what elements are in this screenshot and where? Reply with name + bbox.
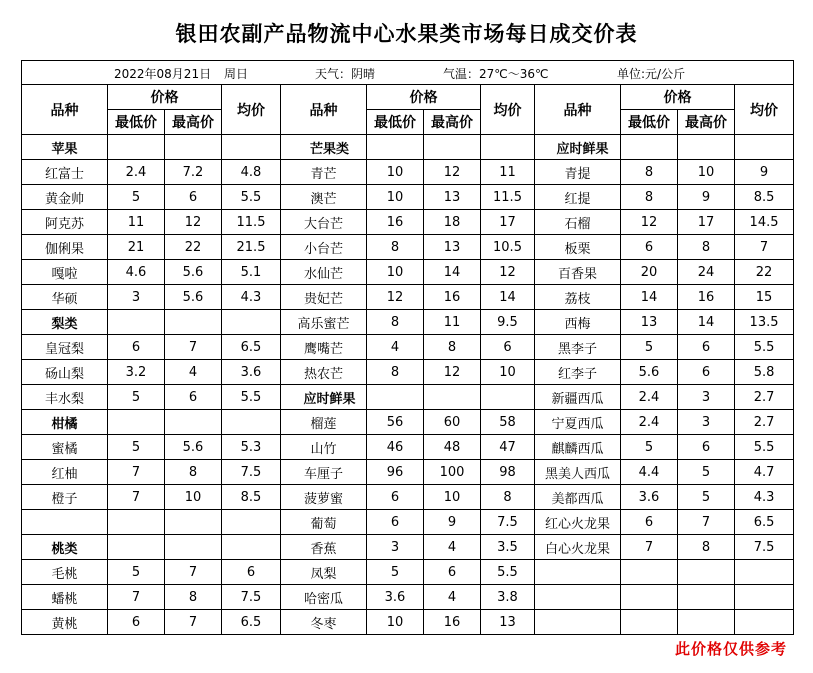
empty-cell <box>678 585 735 610</box>
avg-price: 5.5 <box>481 560 535 585</box>
max-price: 13 <box>424 185 481 210</box>
empty-cell <box>165 510 222 535</box>
max-price: 5.6 <box>165 285 222 310</box>
max-price: 8 <box>678 535 735 560</box>
header-row-2 <box>22 110 794 135</box>
empty-cell <box>481 135 535 160</box>
max-price: 12 <box>424 360 481 385</box>
min-price: 16 <box>367 210 424 235</box>
avg-price: 5.1 <box>222 260 281 285</box>
min-price: 8 <box>367 360 424 385</box>
avg-price: 6 <box>481 335 535 360</box>
min-price: 56 <box>367 410 424 435</box>
min-price: 5 <box>108 435 165 460</box>
empty-cell <box>678 135 735 160</box>
max-price: 12 <box>165 210 222 235</box>
min-price: 7 <box>108 460 165 485</box>
unit-text: 单位:元/公斤 <box>617 67 686 81</box>
variety-name: 白心火龙果 <box>535 535 621 560</box>
variety-name: 高乐蜜芒 <box>281 310 367 335</box>
empty-cell <box>367 135 424 160</box>
min-price: 10 <box>367 160 424 185</box>
min-header: 最低价 <box>621 110 678 135</box>
weekday-text: 周日 <box>224 67 249 81</box>
avg-price: 17 <box>481 210 535 235</box>
avg-price: 4.7 <box>735 460 794 485</box>
variety-name: 哈密瓜 <box>281 585 367 610</box>
min-price: 3.6 <box>621 485 678 510</box>
weather-text: 天气：阴晴 <box>315 67 376 81</box>
avg-price: 5.5 <box>735 435 794 460</box>
empty-cell <box>735 560 794 585</box>
min-price: 5 <box>621 435 678 460</box>
min-price: 12 <box>367 285 424 310</box>
max-price: 16 <box>678 285 735 310</box>
empty-cell <box>108 510 165 535</box>
max-price: 8 <box>165 460 222 485</box>
empty-cell <box>165 310 222 335</box>
variety-name: 红心火龙果 <box>535 510 621 535</box>
variety-name: 荔枝 <box>535 285 621 310</box>
avg-price: 11.5 <box>222 210 281 235</box>
min-price: 2.4 <box>621 385 678 410</box>
disclaimer-note: 此价格仅供参考 <box>674 640 787 658</box>
variety-name: 水仙芒 <box>281 260 367 285</box>
max-price: 100 <box>424 460 481 485</box>
max-price: 6 <box>678 435 735 460</box>
max-price: 18 <box>424 210 481 235</box>
max-price: 7 <box>678 510 735 535</box>
min-price: 6 <box>621 235 678 260</box>
min-price: 5.6 <box>621 360 678 385</box>
variety-name: 贵妃芒 <box>281 285 367 310</box>
variety-name: 葡萄 <box>281 510 367 535</box>
variety-name: 菠萝蜜 <box>281 485 367 510</box>
category-label: 应时鲜果 <box>281 385 367 410</box>
avg-price: 11.5 <box>481 185 535 210</box>
avg-price: 13 <box>481 610 535 635</box>
table-row <box>22 235 794 260</box>
max-price: 9 <box>678 185 735 210</box>
table-row <box>22 285 794 310</box>
max-header: 最高价 <box>424 110 481 135</box>
variety-name: 新疆西瓜 <box>535 385 621 410</box>
table-row <box>22 310 794 335</box>
min-header: 最低价 <box>367 110 424 135</box>
avg-price: 9.5 <box>481 310 535 335</box>
min-price: 2.4 <box>108 160 165 185</box>
avg-price: 8 <box>481 485 535 510</box>
avg-price: 7.5 <box>222 585 281 610</box>
avg-price: 15 <box>735 285 794 310</box>
empty-cell <box>535 610 621 635</box>
empty-cell <box>535 560 621 585</box>
category-label: 应时鲜果 <box>535 135 621 160</box>
max-price: 48 <box>424 435 481 460</box>
table-row <box>22 385 794 410</box>
variety-name: 嘎啦 <box>22 260 108 285</box>
variety-name: 西梅 <box>535 310 621 335</box>
min-price: 6 <box>367 485 424 510</box>
max-price: 7 <box>165 335 222 360</box>
variety-name: 黑美人西瓜 <box>535 460 621 485</box>
empty-cell <box>222 135 281 160</box>
max-price: 22 <box>165 235 222 260</box>
empty-cell <box>165 135 222 160</box>
min-price: 96 <box>367 460 424 485</box>
avg-price: 5.5 <box>735 335 794 360</box>
variety-name: 宁夏西瓜 <box>535 410 621 435</box>
min-price: 7 <box>621 535 678 560</box>
empty-cell <box>108 310 165 335</box>
empty-cell <box>222 410 281 435</box>
avg-price: 14 <box>481 285 535 310</box>
max-price: 5.6 <box>165 260 222 285</box>
variety-name: 皇冠梨 <box>22 335 108 360</box>
max-price: 4 <box>424 585 481 610</box>
variety-name: 冬枣 <box>281 610 367 635</box>
category-label: 柑橘 <box>22 410 108 435</box>
max-price: 3 <box>678 410 735 435</box>
max-price: 7.2 <box>165 160 222 185</box>
variety-name: 红富士 <box>22 160 108 185</box>
max-price: 5 <box>678 485 735 510</box>
max-price: 6 <box>165 385 222 410</box>
category-label: 芒果类 <box>281 135 367 160</box>
max-price: 11 <box>424 310 481 335</box>
min-price: 8 <box>621 185 678 210</box>
empty-cell <box>165 535 222 560</box>
max-price: 9 <box>424 510 481 535</box>
max-price: 3 <box>678 385 735 410</box>
empty-cell <box>678 560 735 585</box>
max-price: 6 <box>678 335 735 360</box>
variety-name: 鹰嘴芒 <box>281 335 367 360</box>
variety-name: 毛桃 <box>22 560 108 585</box>
min-price: 7 <box>108 585 165 610</box>
empty-cell <box>108 410 165 435</box>
avg-price: 10.5 <box>481 235 535 260</box>
min-price: 8 <box>367 310 424 335</box>
variety-name: 板栗 <box>535 235 621 260</box>
avg-price: 5.5 <box>222 185 281 210</box>
table-row <box>22 335 794 360</box>
category-label: 苹果 <box>22 135 108 160</box>
avg-price: 4.8 <box>222 160 281 185</box>
table-row <box>22 185 794 210</box>
empty-cell <box>222 535 281 560</box>
date-text: 2022年08月21日 <box>114 67 212 81</box>
avg-price: 12 <box>481 260 535 285</box>
variety-name: 蜜橘 <box>22 435 108 460</box>
avg-price: 7.5 <box>735 535 794 560</box>
header-row-1 <box>22 85 794 110</box>
max-price: 7 <box>165 610 222 635</box>
max-price: 6 <box>165 185 222 210</box>
table-row <box>22 485 794 510</box>
max-header: 最高价 <box>678 110 735 135</box>
avg-price: 5.3 <box>222 435 281 460</box>
max-price: 8 <box>678 235 735 260</box>
min-price: 6 <box>621 510 678 535</box>
max-price: 17 <box>678 210 735 235</box>
variety-name: 红李子 <box>535 360 621 385</box>
price-table <box>21 60 794 635</box>
avg-header: 均价 <box>481 85 535 135</box>
min-price: 3 <box>108 285 165 310</box>
min-price: 5 <box>108 385 165 410</box>
avg-price: 4.3 <box>222 285 281 310</box>
avg-price: 98 <box>481 460 535 485</box>
variety-name: 美都西瓜 <box>535 485 621 510</box>
min-price: 5 <box>108 560 165 585</box>
avg-price: 8.5 <box>222 485 281 510</box>
min-price: 46 <box>367 435 424 460</box>
avg-header: 均价 <box>222 85 281 135</box>
max-price: 4 <box>424 535 481 560</box>
min-price: 6 <box>367 510 424 535</box>
price-header: 价格 <box>621 85 735 110</box>
variety-name: 百香果 <box>535 260 621 285</box>
empty-cell <box>424 135 481 160</box>
price-header: 价格 <box>367 85 481 110</box>
min-price: 6 <box>108 610 165 635</box>
table-row <box>22 435 794 460</box>
avg-price: 14.5 <box>735 210 794 235</box>
empty-cell <box>621 585 678 610</box>
max-price: 12 <box>424 160 481 185</box>
price-header: 价格 <box>108 85 222 110</box>
min-price: 12 <box>621 210 678 235</box>
table-row <box>22 210 794 235</box>
max-price: 10 <box>678 160 735 185</box>
avg-price: 4.3 <box>735 485 794 510</box>
empty-cell <box>735 610 794 635</box>
avg-price: 2.7 <box>735 385 794 410</box>
max-price: 8 <box>424 335 481 360</box>
min-price: 3.2 <box>108 360 165 385</box>
empty-cell <box>678 610 735 635</box>
variety-header: 品种 <box>281 85 367 135</box>
avg-price: 8.5 <box>735 185 794 210</box>
max-price: 5 <box>678 460 735 485</box>
variety-name: 红提 <box>535 185 621 210</box>
category-label: 桃类 <box>22 535 108 560</box>
min-price: 14 <box>621 285 678 310</box>
variety-name: 热农芒 <box>281 360 367 385</box>
empty-cell <box>22 510 108 535</box>
variety-name: 榴莲 <box>281 410 367 435</box>
avg-price: 10 <box>481 360 535 385</box>
max-price: 6 <box>424 560 481 585</box>
avg-price: 5.5 <box>222 385 281 410</box>
avg-price: 11 <box>481 160 535 185</box>
min-price: 6 <box>108 335 165 360</box>
empty-cell <box>108 535 165 560</box>
variety-name: 蟠桃 <box>22 585 108 610</box>
info-row <box>22 61 794 85</box>
variety-name: 小台芒 <box>281 235 367 260</box>
min-price: 13 <box>621 310 678 335</box>
min-price: 5 <box>108 185 165 210</box>
avg-price: 6.5 <box>222 610 281 635</box>
min-price: 8 <box>367 235 424 260</box>
min-header: 最低价 <box>108 110 165 135</box>
min-price: 3.6 <box>367 585 424 610</box>
max-price: 24 <box>678 260 735 285</box>
temperature-text: 气温：27℃～36℃ <box>443 67 549 81</box>
table-row <box>22 160 794 185</box>
min-price: 10 <box>367 260 424 285</box>
max-price: 4 <box>165 360 222 385</box>
table-row <box>22 260 794 285</box>
max-price: 16 <box>424 285 481 310</box>
max-price: 14 <box>424 260 481 285</box>
empty-cell <box>108 135 165 160</box>
avg-header: 均价 <box>735 85 794 135</box>
max-price: 8 <box>165 585 222 610</box>
avg-price: 13.5 <box>735 310 794 335</box>
empty-cell <box>621 560 678 585</box>
avg-price: 6 <box>222 560 281 585</box>
min-price: 10 <box>367 610 424 635</box>
avg-price: 3.6 <box>222 360 281 385</box>
max-price: 60 <box>424 410 481 435</box>
empty-cell <box>222 510 281 535</box>
variety-name: 砀山梨 <box>22 360 108 385</box>
avg-price: 6.5 <box>735 510 794 535</box>
avg-price: 9 <box>735 160 794 185</box>
avg-price: 21.5 <box>222 235 281 260</box>
max-price: 6 <box>678 360 735 385</box>
variety-name: 大台芒 <box>281 210 367 235</box>
min-price: 4.4 <box>621 460 678 485</box>
min-price: 5 <box>621 335 678 360</box>
max-price: 7 <box>165 560 222 585</box>
min-price: 2.4 <box>621 410 678 435</box>
variety-name: 车厘子 <box>281 460 367 485</box>
variety-name: 阿克苏 <box>22 210 108 235</box>
min-price: 10 <box>367 185 424 210</box>
category-label: 梨类 <box>22 310 108 335</box>
empty-cell <box>735 585 794 610</box>
empty-cell <box>621 135 678 160</box>
empty-cell <box>424 385 481 410</box>
variety-name: 麒麟西瓜 <box>535 435 621 460</box>
variety-name: 黄金帅 <box>22 185 108 210</box>
table-row <box>22 560 794 585</box>
variety-name: 黑李子 <box>535 335 621 360</box>
variety-name: 青芒 <box>281 160 367 185</box>
avg-price: 7 <box>735 235 794 260</box>
empty-cell <box>621 610 678 635</box>
variety-name: 青提 <box>535 160 621 185</box>
avg-price: 58 <box>481 410 535 435</box>
avg-price: 2.7 <box>735 410 794 435</box>
avg-price: 3.8 <box>481 585 535 610</box>
min-price: 3 <box>367 535 424 560</box>
empty-cell <box>367 385 424 410</box>
page-title: 银田农副产品物流中心水果类市场每日成交价表 <box>175 22 638 46</box>
min-price: 5 <box>367 560 424 585</box>
avg-price: 3.5 <box>481 535 535 560</box>
table-row <box>22 360 794 385</box>
avg-price: 7.5 <box>481 510 535 535</box>
variety-header: 品种 <box>535 85 621 135</box>
table-row <box>22 460 794 485</box>
max-price: 10 <box>165 485 222 510</box>
avg-price: 5.8 <box>735 360 794 385</box>
avg-price: 22 <box>735 260 794 285</box>
table-row <box>22 535 794 560</box>
max-header: 最高价 <box>165 110 222 135</box>
empty-cell <box>481 385 535 410</box>
variety-name: 澳芒 <box>281 185 367 210</box>
table-row <box>22 510 794 535</box>
variety-name: 凤梨 <box>281 560 367 585</box>
empty-cell <box>535 585 621 610</box>
empty-cell <box>165 410 222 435</box>
max-price: 16 <box>424 610 481 635</box>
variety-name: 黄桃 <box>22 610 108 635</box>
variety-name: 丰水梨 <box>22 385 108 410</box>
max-price: 13 <box>424 235 481 260</box>
table-row <box>22 610 794 635</box>
variety-name: 石榴 <box>535 210 621 235</box>
variety-name: 山竹 <box>281 435 367 460</box>
variety-name: 香蕉 <box>281 535 367 560</box>
variety-name: 橙子 <box>22 485 108 510</box>
min-price: 20 <box>621 260 678 285</box>
empty-cell <box>735 135 794 160</box>
avg-price: 47 <box>481 435 535 460</box>
max-price: 5.6 <box>165 435 222 460</box>
table-row <box>22 410 794 435</box>
variety-header: 品种 <box>22 85 108 135</box>
table-row <box>22 135 794 160</box>
max-price: 14 <box>678 310 735 335</box>
max-price: 10 <box>424 485 481 510</box>
min-price: 4 <box>367 335 424 360</box>
variety-name: 华硕 <box>22 285 108 310</box>
variety-name: 红柚 <box>22 460 108 485</box>
table-row <box>22 585 794 610</box>
min-price: 4.6 <box>108 260 165 285</box>
min-price: 11 <box>108 210 165 235</box>
min-price: 21 <box>108 235 165 260</box>
empty-cell <box>222 310 281 335</box>
min-price: 8 <box>621 160 678 185</box>
avg-price: 6.5 <box>222 335 281 360</box>
variety-name: 伽俐果 <box>22 235 108 260</box>
min-price: 7 <box>108 485 165 510</box>
avg-price: 7.5 <box>222 460 281 485</box>
